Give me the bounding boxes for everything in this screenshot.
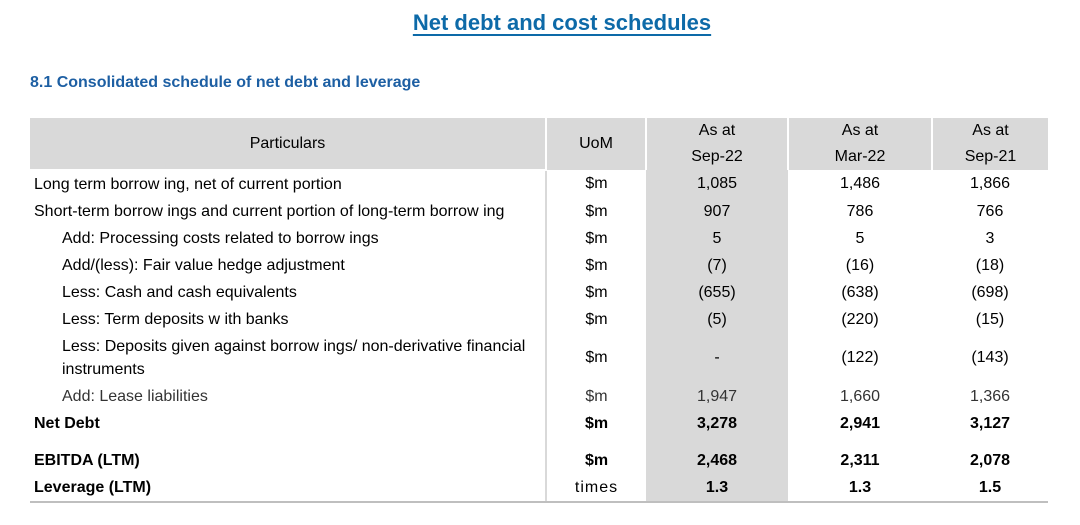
value-mar-22: (638) xyxy=(841,283,879,301)
value-sep-22: (655) xyxy=(646,279,788,306)
value-sep-21: 3 xyxy=(985,229,995,247)
value-sep-21: 3,127 xyxy=(969,414,1011,432)
row-uom: $m xyxy=(546,279,646,306)
table-row xyxy=(30,383,1048,410)
header-as-at: As at xyxy=(932,118,1048,144)
value-mar-22: 1,486 xyxy=(839,175,881,192)
value-sep-21: 1,866 xyxy=(969,175,1011,192)
value-sep-22: (7) xyxy=(646,252,788,279)
value-sep-22: 2,468 xyxy=(646,447,788,474)
row-uom: times xyxy=(546,474,646,502)
value-mar-22: (122) xyxy=(841,349,879,366)
row-label: Add/(less): Fair value hedge adjustment xyxy=(62,256,345,274)
row-uom: $m xyxy=(546,198,646,225)
value-sep-21: (143) xyxy=(971,349,1009,366)
row-label: Less: Term deposits w ith banks xyxy=(62,310,289,328)
value-mar-22: 786 xyxy=(846,202,874,220)
row-label: EBITDA (LTM) xyxy=(34,451,140,469)
value-mar-22: 5 xyxy=(855,229,865,247)
row-label: Add: Processing costs related to borrow ings xyxy=(62,229,379,247)
row-label: Long term borrow ing, net of current portion xyxy=(34,175,342,193)
value-mar-22: 2,311 xyxy=(840,451,880,469)
row-uom: $m xyxy=(546,447,646,474)
value-sep-21: (698) xyxy=(971,283,1009,301)
row-label: Less: Cash and cash equivalents xyxy=(62,283,297,301)
value-sep-22: 1,085 xyxy=(646,170,788,198)
table-row-leverage xyxy=(30,474,1048,502)
page-title: Net debt and cost schedules xyxy=(412,10,712,35)
row-label: Add: Lease liabilities xyxy=(62,387,208,405)
section-title: 8.1 Consolidated schedule of net debt and leverage xyxy=(30,74,421,91)
spacer-row xyxy=(30,437,1048,447)
value-sep-22: 1.3 xyxy=(646,474,788,502)
header-as-at: As at xyxy=(646,118,788,144)
value-sep-21: 2,078 xyxy=(969,451,1011,469)
value-sep-22: (5) xyxy=(646,306,788,333)
net-debt-table xyxy=(30,118,1048,503)
value-sep-22: 5 xyxy=(646,225,788,252)
table-row xyxy=(30,198,1048,225)
header-period-sep-22: Sep-22 xyxy=(646,144,788,170)
header-as-at: As at xyxy=(788,118,932,144)
row-uom: $m xyxy=(546,306,646,333)
header-uom: UoM xyxy=(546,118,646,170)
value-mar-22: 1,660 xyxy=(839,387,881,405)
header-period-sep-21: Sep-21 xyxy=(932,144,1048,170)
header-row xyxy=(30,118,1048,144)
row-uom: $m xyxy=(546,333,646,383)
value-sep-21: 1,366 xyxy=(969,387,1011,405)
table-row xyxy=(30,333,1048,383)
row-uom: $m xyxy=(546,252,646,279)
value-mar-22: 1.3 xyxy=(788,474,932,502)
value-sep-21: 1.5 xyxy=(932,474,1048,502)
row-label: Short-term borrow ings and current portion of long-term borrow ing xyxy=(34,202,505,220)
table-row xyxy=(30,225,1048,252)
table-row xyxy=(30,279,1048,306)
row-label: Net Debt xyxy=(34,414,100,432)
value-sep-21: (18) xyxy=(975,256,1005,274)
table-row-net-debt xyxy=(30,410,1048,437)
value-sep-22: 907 xyxy=(646,198,788,225)
table-row xyxy=(30,170,1048,198)
row-uom: $m xyxy=(546,225,646,252)
value-mar-22: (16) xyxy=(845,256,875,274)
value-mar-22: (220) xyxy=(841,310,879,328)
table-row-ebitda xyxy=(30,447,1048,474)
row-uom: $m xyxy=(546,170,646,198)
value-mar-22: 2,941 xyxy=(839,414,881,432)
header-period-mar-22: Mar-22 xyxy=(788,144,932,170)
header-particulars: Particulars xyxy=(30,118,546,170)
value-sep-22: - xyxy=(646,333,788,383)
value-sep-21: (15) xyxy=(975,310,1005,328)
row-uom: $m xyxy=(546,410,646,437)
table-row xyxy=(30,306,1048,333)
table-row xyxy=(30,252,1048,279)
value-sep-22: 1,947 xyxy=(646,383,788,410)
row-label: Less: Deposits given against borrow ings/ non-derivative financial instruments xyxy=(62,338,526,378)
value-sep-21: 766 xyxy=(976,202,1004,220)
value-sep-22: 3,278 xyxy=(646,410,788,437)
net-debt-table-container xyxy=(30,118,1048,503)
row-uom: $m xyxy=(546,383,646,410)
row-label: Leverage (LTM) xyxy=(30,474,546,502)
